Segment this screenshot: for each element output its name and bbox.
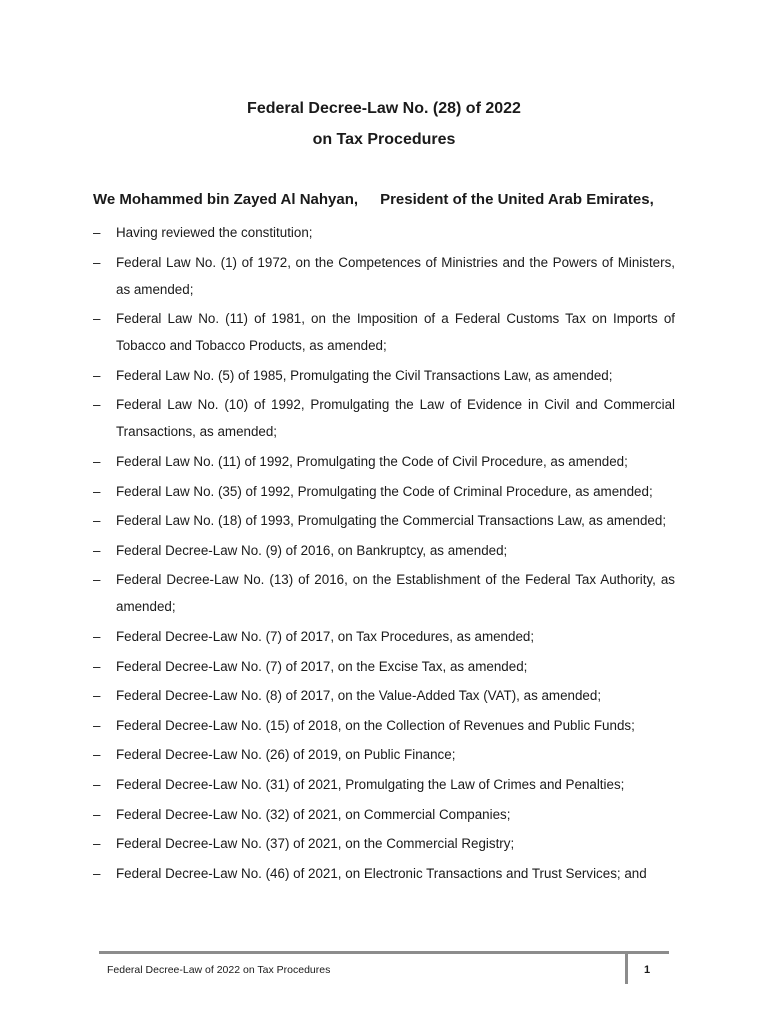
recital-text: Federal Decree-Law No. (37) of 2021, on the Commercial Registry; (116, 836, 515, 852)
recital-text: Federal Decree-Law No. (8) of 2017, on the Value-Added Tax (VAT), as amended; (116, 688, 602, 704)
dash-bullet: – (93, 254, 101, 270)
recital-text: Federal Law No. (5) of 1985, Promulgating the Civil Transactions Law, as amended; (116, 367, 613, 383)
recital-item (93, 801, 675, 828)
preamble-issuer: We Mohammed bin Zayed Al Nahyan, (93, 191, 359, 208)
dash-bullet: – (93, 542, 101, 558)
recital-item (93, 653, 675, 680)
recital-text: Federal Law No. (10) of 1992, Promulgating the Law of Evidence in Civil and Commercial Transactions, as amended; (116, 397, 675, 440)
dash-bullet: – (93, 483, 101, 499)
recital-item (93, 771, 675, 798)
dash-bullet: – (93, 453, 101, 469)
recital-text: Federal Decree-Law No. (13) of 2016, on the Establishment of the Federal Tax Authority, as amended; (116, 572, 675, 615)
recital-item (93, 362, 675, 389)
recital-item (93, 478, 675, 505)
dash-bullet: – (93, 513, 101, 529)
recital-item (93, 566, 675, 620)
recital-item (93, 537, 675, 564)
dash-bullet: – (93, 688, 101, 704)
recital-text: Federal Law No. (11) of 1981, on the Imposition of a Federal Customs Tax on Imports of Tobacco and Tobacco Products, as amended; (116, 311, 675, 354)
recital-text: Having reviewed the constitution; (116, 225, 313, 240)
recital-text: Federal Decree-Law No. (7) of 2017, on Tax Procedures, as amended; (116, 628, 535, 644)
dash-bullet: – (93, 311, 101, 327)
recitals-list (93, 219, 675, 889)
recital-text: Federal Decree-Law No. (7) of 2017, on the Excise Tax, as amended; (116, 658, 528, 674)
dash-bullet: – (93, 367, 101, 383)
recital-item (93, 682, 675, 709)
page-number: 1 (644, 964, 651, 976)
recital-text: Federal Law No. (18) of 1993, Promulgating the Commercial Transactions Law, as amended; (116, 513, 667, 529)
recital-text: Federal Decree-Law No. (32) of 2021, on Commercial Companies; (116, 806, 511, 822)
recital-item (93, 860, 675, 887)
recital-item (93, 507, 675, 534)
dash-bullet: – (93, 776, 101, 792)
recital-item (93, 741, 675, 768)
dash-bullet: – (93, 225, 101, 240)
preamble-title: President of the United Arab Emirates, (380, 191, 654, 208)
recital-item (93, 391, 675, 445)
recital-text: Federal Decree-Law No. (9) of 2016, on Bankruptcy, as amended; (116, 542, 508, 558)
dash-bullet: – (93, 658, 101, 674)
recital-item (93, 219, 675, 246)
dash-bullet: – (93, 628, 101, 644)
dash-bullet: – (93, 836, 101, 852)
recital-item (93, 305, 675, 359)
dash-bullet: – (93, 865, 101, 881)
dash-bullet: – (93, 572, 101, 588)
recital-text: Federal Law No. (1) of 1972, on the Competences of Ministries and the Powers of Ministers, as amended; (116, 254, 675, 297)
recital-item (93, 448, 675, 475)
recital-item (93, 830, 675, 857)
recital-item (93, 712, 675, 739)
dash-bullet: – (93, 806, 101, 822)
recital-item (93, 623, 675, 650)
recital-text: Federal Law No. (35) of 1992, Promulgating the Code of Criminal Procedure, as amended; (116, 483, 653, 499)
recital-text: Federal Decree-Law No. (26) of 2019, on Public Finance; (116, 747, 456, 763)
dash-bullet: – (93, 747, 101, 763)
dash-bullet: – (93, 717, 101, 733)
recital-text: Federal Decree-Law No. (15) of 2018, on the Collection of Revenues and Public Funds; (116, 717, 635, 733)
document-title-line-1: Federal Decree-Law No. (28) of 2022 (247, 100, 521, 117)
footer-vertical-divider (625, 951, 628, 984)
recital-item (93, 249, 675, 303)
recital-text: Federal Decree-Law No. (46) of 2021, on Electronic Transactions and Trust Services; and (116, 865, 647, 881)
dash-bullet: – (93, 397, 101, 413)
document-title-line-2: on Tax Procedures (312, 131, 456, 148)
recital-text: Federal Decree-Law No. (31) of 2021, Promulgating the Law of Crimes and Penalties; (116, 776, 625, 792)
footer-text: Federal Decree-Law of 2022 on Tax Procedures (107, 964, 331, 976)
preamble (93, 191, 654, 208)
footer-divider (99, 951, 669, 954)
recital-text: Federal Law No. (11) of 1992, Promulgating the Code of Civil Procedure, as amended; (116, 453, 628, 469)
